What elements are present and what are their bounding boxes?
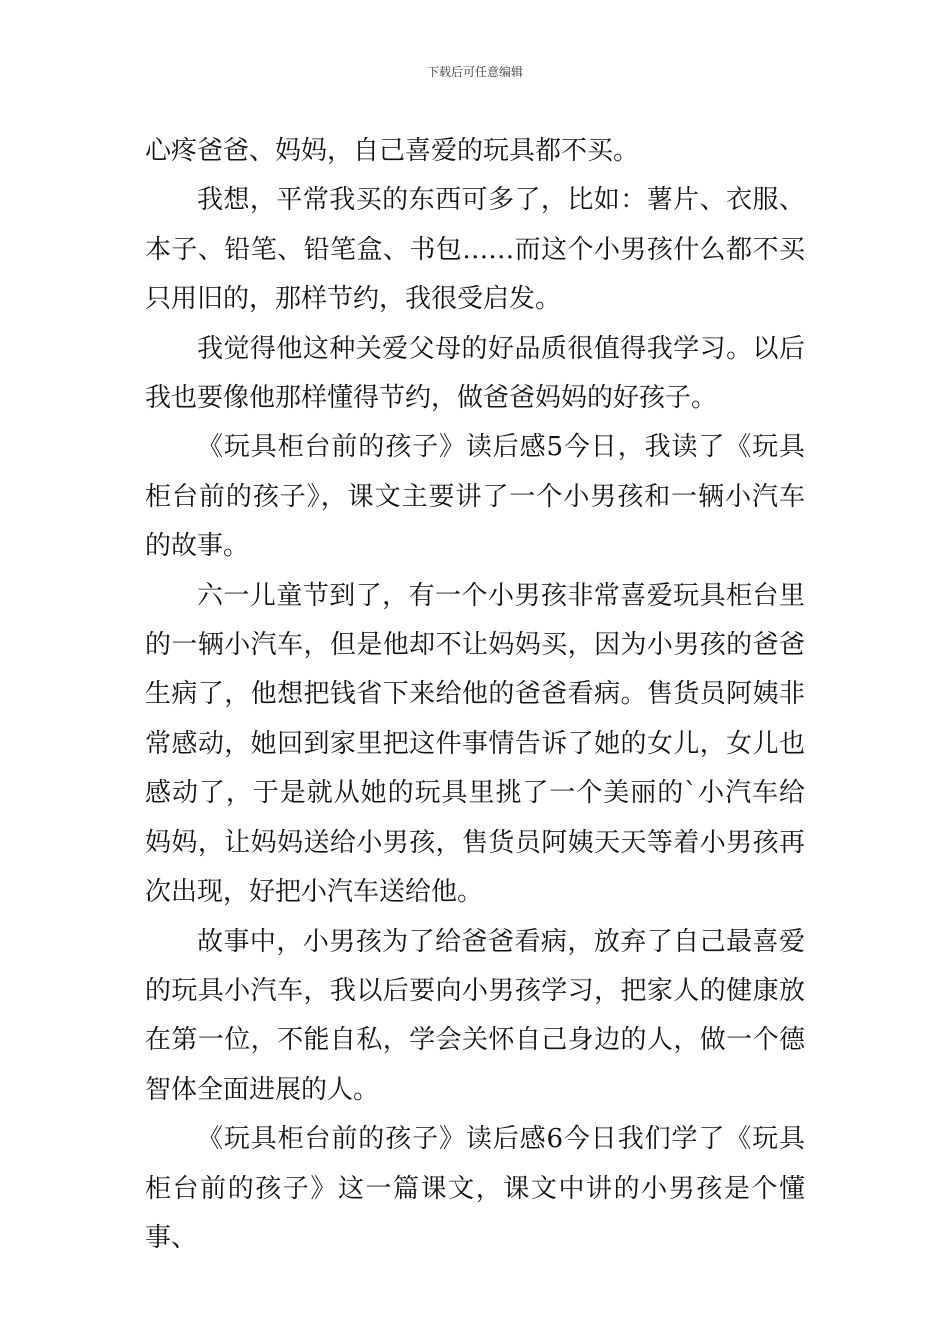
paragraph-2: 我想，平常我买的东西可多了，比如：薯片、衣服、本子、铅笔、铅笔盒、书包……而这个小男孩什么都不买只用旧的，那样节约，我很受启发。 [145,185,805,315]
page-header: 下载后可任意编辑 [426,65,523,79]
paragraph-3: 我觉得他这种关爱父母的好品质很值得我学习。以后我也要像他那样懂得节约，做爸爸妈妈的好孩子。 [145,333,805,414]
paragraph-7: 《玩具柜台前的孩子》读后感6今日我们学了《玩具柜台前的孩子》这一篇课文，课文中讲的小男孩是个懂事、 [145,1124,805,1253]
paragraph-6: 故事中，小男孩为了给爸爸看病，放弃了自己最喜爱的玩具小汽车，我以后要向小男孩学习，把家人的健康放在第一位，不能自私，学会关怀自己身边的人，做一个德智体全面进展的人。 [145,926,805,1105]
document-body [145,127,805,1263]
paragraph-5: 六一儿童节到了，有一个小男孩非常喜爱玩具柜台里的一辆小汽车，但是他却不让妈妈买，因为小男孩的爸爸生病了，他想把钱省下来给他的爸爸看病。售货员阿姨非常感动，她回到家里把这件事情告诉了她的女儿，女儿也感动了，于是就从她的玩具里挑了一个美丽的`小汽车给妈妈，让妈妈送给小男孩，售货员阿姨天天等着小男孩再次出现，好把小汽车送给他。 [145,580,805,908]
paragraph-4: 《玩具柜台前的孩子》读后感5今日，我读了《玩具柜台前的孩子》，课文主要讲了一个小男孩和一辆小汽车的故事。 [145,432,805,562]
paragraph-1: 心疼爸爸、妈妈，自己喜爱的玩具都不买。 [145,136,640,166]
